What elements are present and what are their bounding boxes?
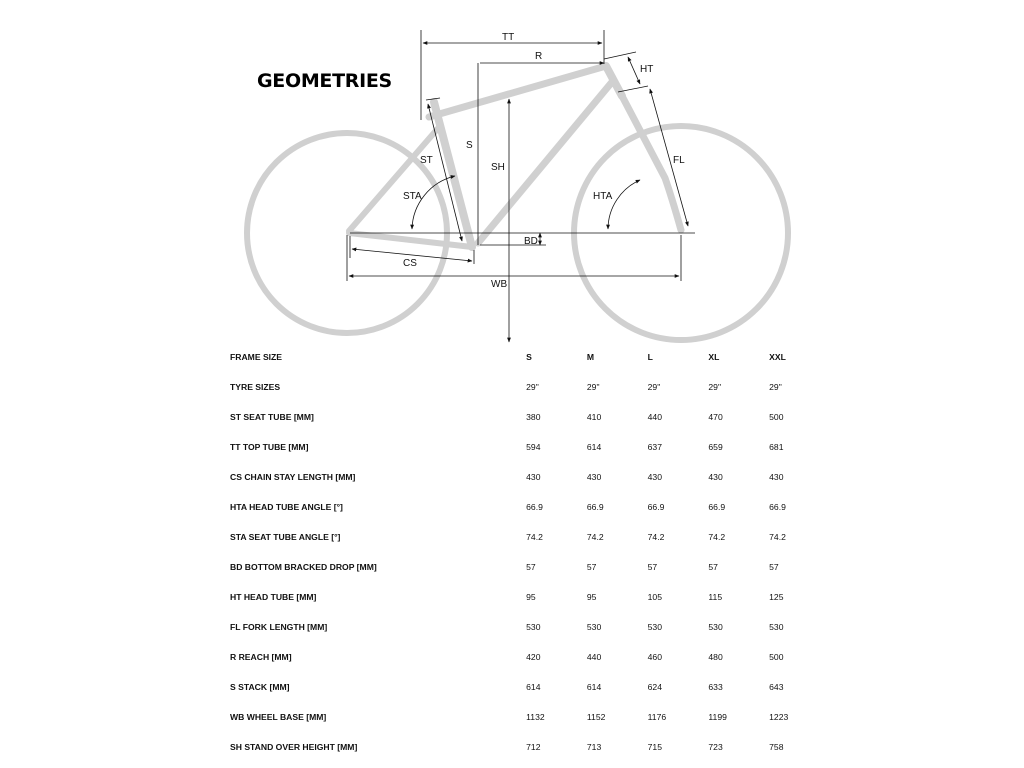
row-value: 659 xyxy=(708,442,723,452)
row-value: 74.2 xyxy=(647,532,665,542)
row-value: 530 xyxy=(586,622,602,632)
row-value: 125 xyxy=(769,592,784,602)
row-label: HTA HEAD TUBE ANGLE [°] xyxy=(230,502,343,512)
table-row xyxy=(230,522,830,552)
row-value: 480 xyxy=(708,652,723,662)
label-hta: HTA xyxy=(593,191,613,202)
row-value: 430 xyxy=(708,472,723,482)
row-value: 530 xyxy=(769,622,784,632)
row-value: 410 xyxy=(586,412,602,422)
row-value: 1223 xyxy=(769,712,789,722)
row-value: 440 xyxy=(647,412,662,422)
row-label: HT HEAD TUBE [MM] xyxy=(230,592,317,602)
row-value: 530 xyxy=(526,622,541,632)
row-value: 66.9 xyxy=(586,502,604,512)
row-value: 643 xyxy=(769,682,784,692)
label-bd: BD xyxy=(524,236,538,247)
row-value: 470 xyxy=(708,412,723,422)
row-value: 74.2 xyxy=(708,532,726,542)
row-value: 500 xyxy=(769,652,784,662)
row-value: 681 xyxy=(769,442,784,452)
label-ht: HT xyxy=(640,64,654,75)
row-value: 440 xyxy=(586,652,602,662)
row-label: R REACH [MM] xyxy=(230,652,292,662)
row-value: 66.9 xyxy=(708,502,726,512)
row-value: 1152 xyxy=(586,712,606,722)
bike-frame xyxy=(247,66,788,340)
row-value: 713 xyxy=(586,742,602,752)
row-value: 430 xyxy=(526,472,541,482)
row-label: TYRE SIZES xyxy=(230,382,281,392)
bike-geometry-diagram xyxy=(0,0,1024,345)
row-label: STA SEAT TUBE ANGLE [°] xyxy=(230,532,341,542)
row-value: 1132 xyxy=(526,712,545,722)
label-sta: STA xyxy=(403,191,422,202)
row-label: TT TOP TUBE [MM] xyxy=(230,442,309,452)
geometry-table xyxy=(230,342,830,762)
row-value: 29" xyxy=(708,382,722,392)
row-label: SH STAND OVER HEIGHT [MM] xyxy=(230,742,358,752)
row-value: 500 xyxy=(769,412,784,422)
row-label: BD BOTTOM BRACKED DROP [MM] xyxy=(230,562,377,572)
row-value: 74.2 xyxy=(586,532,604,542)
row-value: 633 xyxy=(708,682,723,692)
header-size-m: M xyxy=(586,352,595,362)
chain-stay xyxy=(349,233,472,247)
label-r: R xyxy=(535,51,543,62)
row-value: 57 xyxy=(647,562,658,572)
header-size-s: S xyxy=(526,352,532,362)
row-value: 430 xyxy=(769,472,784,482)
row-value: 57 xyxy=(769,562,779,572)
row-value: 29" xyxy=(647,382,661,392)
table-row xyxy=(230,492,830,522)
header-size-l: L xyxy=(647,352,653,362)
row-value: 74.2 xyxy=(769,532,786,542)
row-value: 57 xyxy=(586,562,597,572)
row-value: 57 xyxy=(526,562,536,572)
table-row xyxy=(230,462,830,492)
row-value: 624 xyxy=(647,682,662,692)
row-value: 29" xyxy=(526,382,539,392)
label-s: S xyxy=(466,140,473,151)
header-size-xxl: XXL xyxy=(769,352,786,362)
row-value: 1176 xyxy=(647,712,667,722)
row-value: 430 xyxy=(586,472,602,482)
table-row xyxy=(230,372,830,402)
label-wb: WB xyxy=(491,279,508,290)
row-value: 1199 xyxy=(708,712,727,722)
label-fl: FL xyxy=(673,155,685,166)
label-cs: CS xyxy=(403,258,417,269)
row-value: 758 xyxy=(769,742,784,752)
table-header-row xyxy=(230,342,830,372)
row-value: 614 xyxy=(586,682,602,692)
row-value: 95 xyxy=(526,592,536,602)
row-label: CS CHAIN STAY LENGTH [MM] xyxy=(230,472,356,482)
label-sh: SH xyxy=(491,162,505,173)
row-value: 380 xyxy=(526,412,541,422)
row-value: 95 xyxy=(586,592,597,602)
table-row xyxy=(230,402,830,432)
table-row xyxy=(230,642,830,672)
row-value: 614 xyxy=(526,682,541,692)
row-value: 66.9 xyxy=(526,502,543,512)
row-value: 460 xyxy=(647,652,662,662)
row-value: 74.2 xyxy=(526,532,543,542)
row-value: 715 xyxy=(647,742,662,752)
row-value: 530 xyxy=(708,622,723,632)
row-label: ST SEAT TUBE [MM] xyxy=(230,412,314,422)
row-label: WB WHEEL BASE [MM] xyxy=(230,712,327,722)
table-row xyxy=(230,552,830,582)
table-row xyxy=(230,582,830,612)
row-value: 594 xyxy=(526,442,541,452)
table-row xyxy=(230,732,830,762)
row-value: 637 xyxy=(647,442,662,452)
row-value: 29" xyxy=(769,382,782,392)
row-value: 430 xyxy=(647,472,662,482)
row-label: FL FORK LENGTH [MM] xyxy=(230,622,328,632)
row-value: 723 xyxy=(708,742,723,752)
label-tt: TT xyxy=(502,32,515,43)
row-value: 530 xyxy=(647,622,662,632)
row-value: 614 xyxy=(586,442,602,452)
row-value: 29" xyxy=(586,382,600,392)
row-value: 105 xyxy=(647,592,662,602)
row-value: 712 xyxy=(526,742,541,752)
table-row xyxy=(230,702,830,732)
page-title: GEOMETRIES xyxy=(257,70,392,92)
table-row xyxy=(230,432,830,462)
table-row xyxy=(230,612,830,642)
table-row xyxy=(230,672,830,702)
row-value: 66.9 xyxy=(769,502,786,512)
label-st: ST xyxy=(420,155,433,166)
header-size-xl: XL xyxy=(708,352,720,362)
header-frame-size: FRAME SIZE xyxy=(230,352,283,362)
row-value: 115 xyxy=(708,592,723,602)
top-tube xyxy=(429,66,606,117)
row-value: 66.9 xyxy=(647,502,665,512)
row-value: 57 xyxy=(708,562,718,572)
row-value: 420 xyxy=(526,652,541,662)
row-label: S STACK [MM] xyxy=(230,682,290,692)
